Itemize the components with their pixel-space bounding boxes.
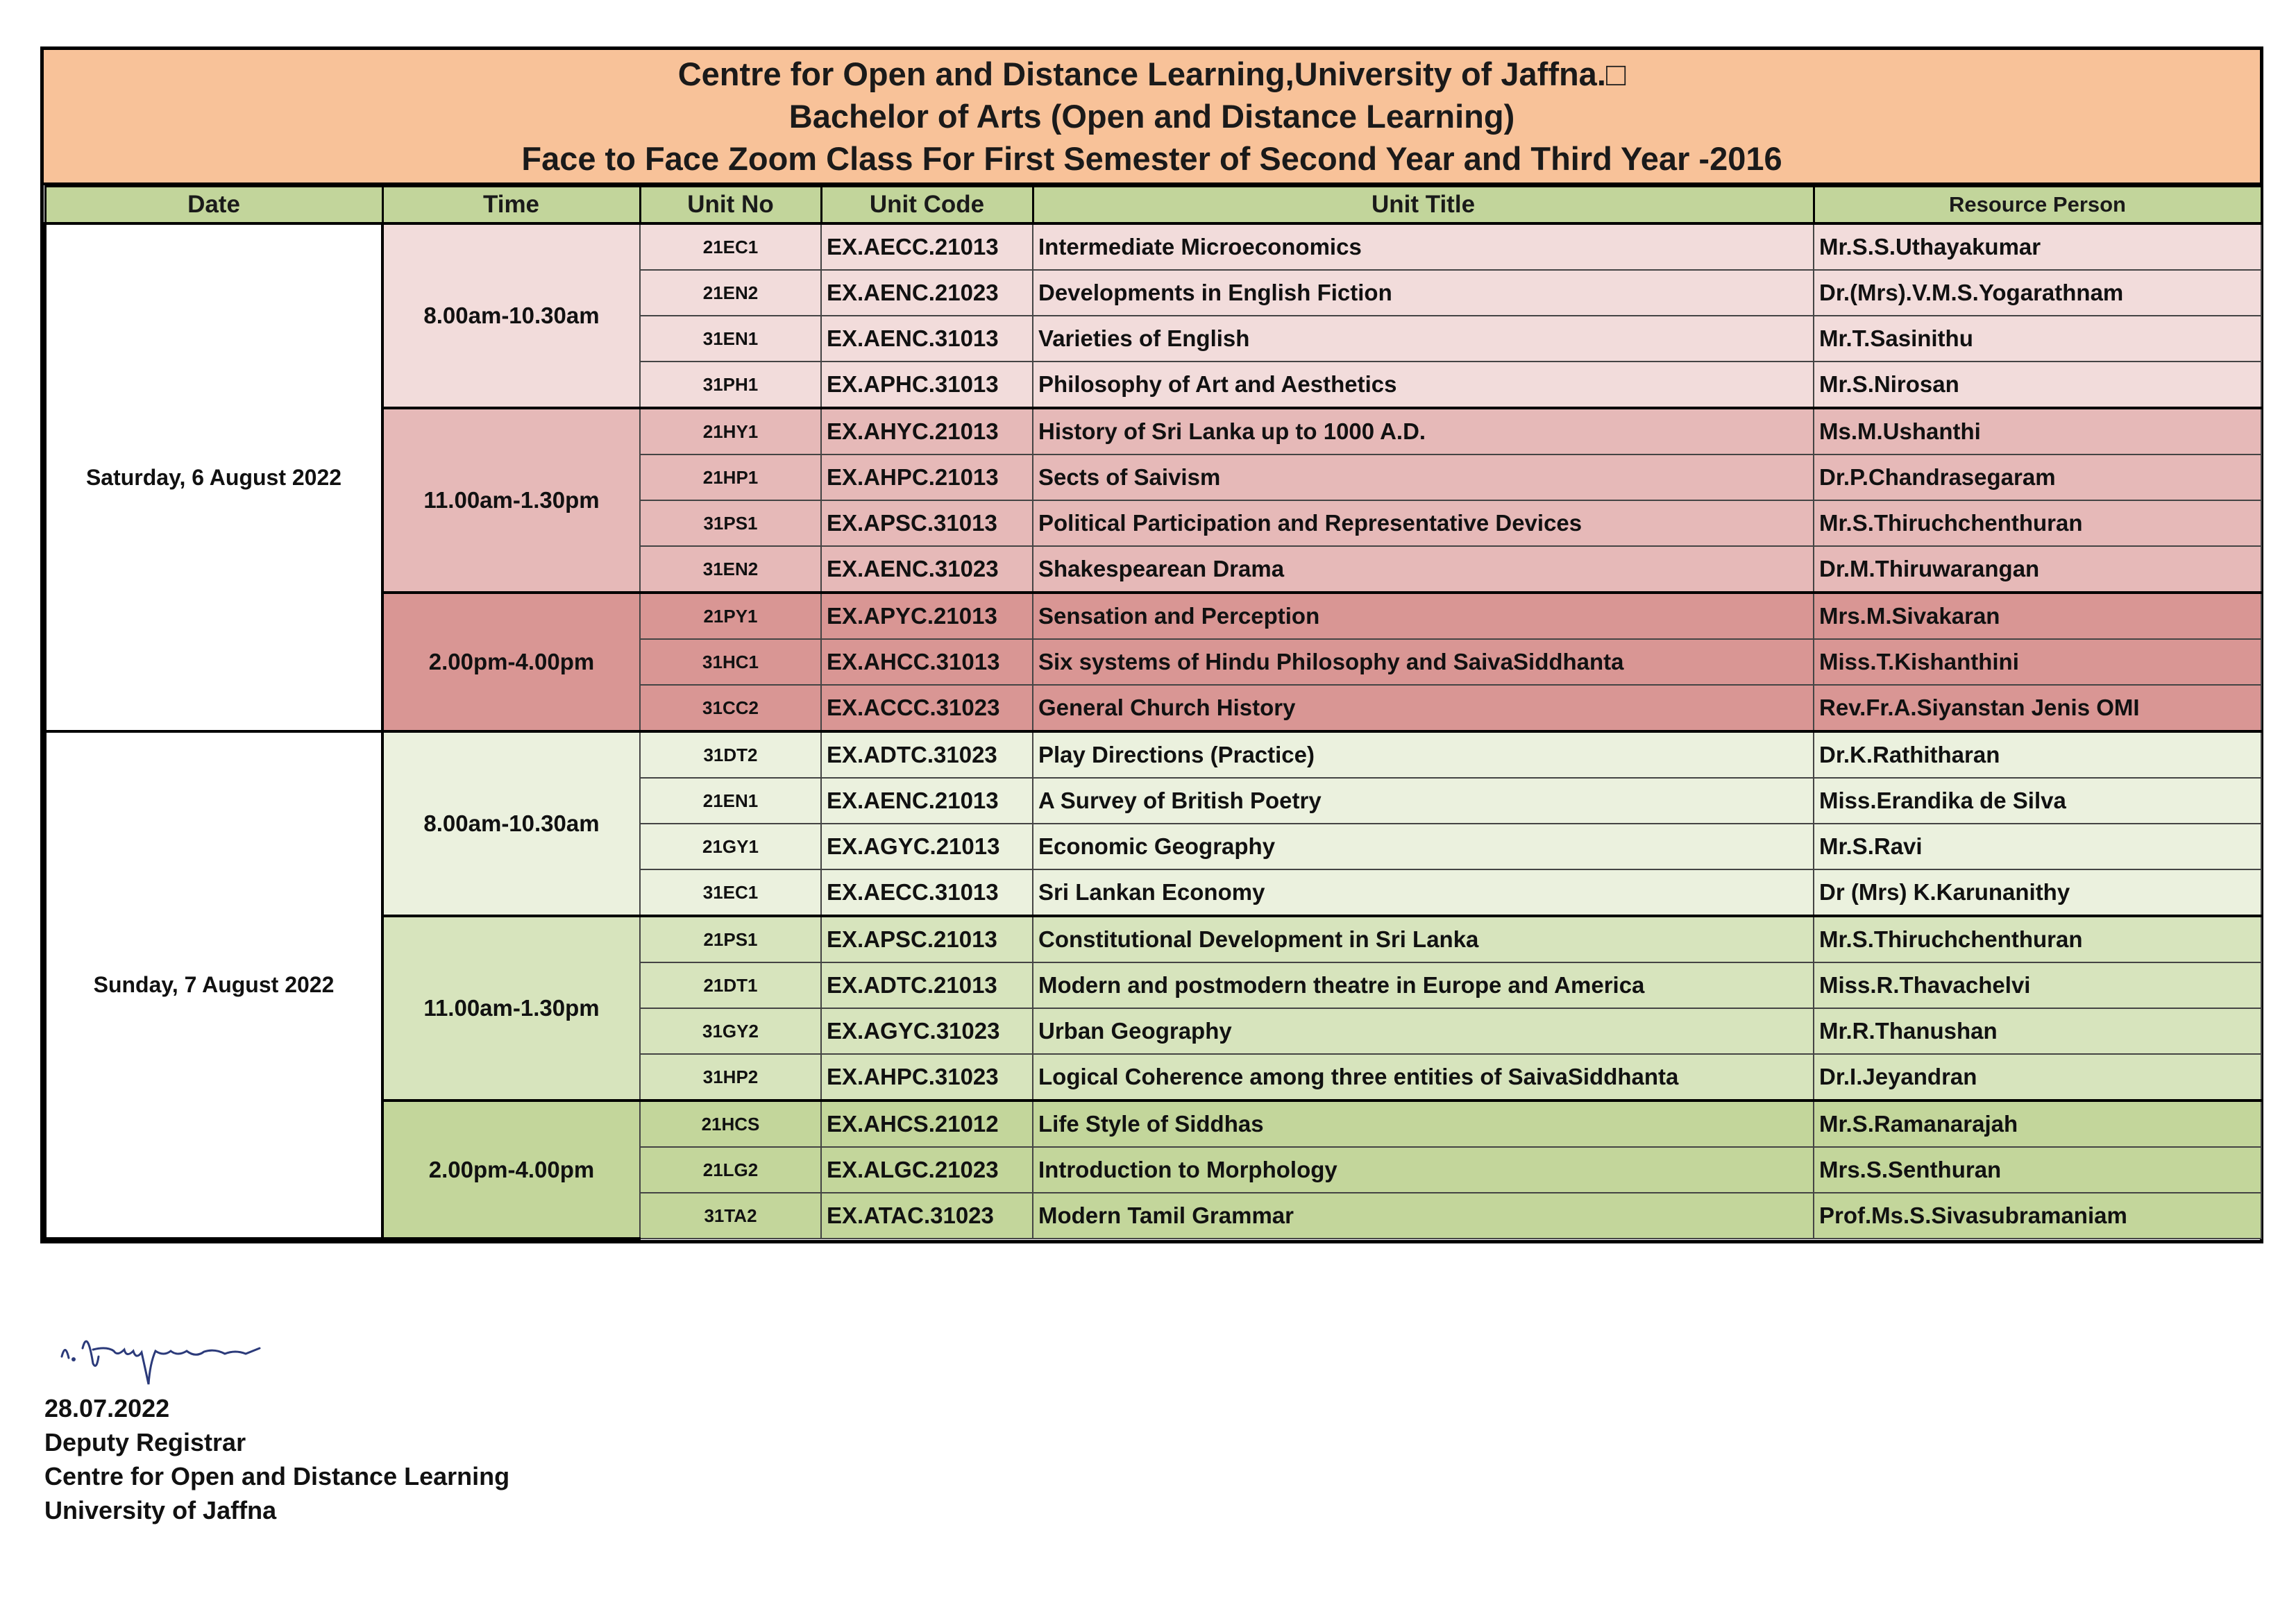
unit-no-cell: 31TA2 [640,1193,821,1239]
time-slot-cell: 2.00pm-4.00pm [382,1101,640,1239]
unit-code-cell: EX.AHCS.21012 [821,1101,1033,1147]
unit-no-cell: 31CC2 [640,685,821,731]
resource-person-cell: Mr.S.Ramanarajah [1814,1101,2261,1147]
unit-no-cell: 21EN2 [640,270,821,316]
unit-title-cell: Political Participation and Representative Devices [1033,500,1814,546]
resource-person-cell: Dr.I.Jeyandran [1814,1054,2261,1101]
resource-person-cell: Ms.M.Ushanthi [1814,408,2261,454]
unit-title-cell: Life Style of Siddhas [1033,1101,1814,1147]
resource-person-cell: Mr.S.Ravi [1814,824,2261,869]
resource-person-cell: Miss.T.Kishanthini [1814,639,2261,685]
unit-no-cell: 21HY1 [640,408,821,454]
schedule-title: Face to Face Zoom Class For First Semester of Second Year and Third Year -2016 [521,140,1782,177]
institution-title: Centre for Open and Distance Learning,University of Jaffna.□ [677,56,1626,92]
unit-no-cell: 21HCS [640,1101,821,1147]
unit-title-cell: Philosophy of Art and Aesthetics [1033,362,1814,408]
column-header-resource-person: Resource Person [1814,187,2261,224]
unit-title-cell: Sri Lankan Economy [1033,869,1814,916]
unit-no-cell: 31HP2 [640,1054,821,1101]
footer-date: 28.07.2022 [44,1394,170,1422]
resource-person-cell: Dr.P.Chandrasegaram [1814,454,2261,500]
unit-code-cell: EX.APSC.31013 [821,500,1033,546]
unit-title-cell: Economic Geography [1033,824,1814,869]
unit-title-cell: Constitutional Development in Sri Lanka [1033,916,1814,962]
unit-title-cell: History of Sri Lanka up to 1000 A.D. [1033,408,1814,454]
timetable-sheet [40,46,2263,1243]
resource-person-cell: Dr.M.Thiruwarangan [1814,546,2261,593]
unit-code-cell: EX.APYC.21013 [821,593,1033,639]
unit-no-cell: 21HP1 [640,454,821,500]
resource-person-cell: Rev.Fr.A.Siyanstan Jenis OMI [1814,685,2261,731]
unit-code-cell: EX.AENC.31013 [821,316,1033,362]
unit-code-cell: EX.ATAC.31023 [821,1193,1033,1239]
unit-title-cell: Intermediate Microeconomics [1033,223,1814,270]
unit-code-cell: EX.ALGC.21023 [821,1147,1033,1193]
resource-person-cell: Mr.S.Thiruchchenthuran [1814,916,2261,962]
signature-block [44,1308,509,1527]
unit-no-cell: 31PH1 [640,362,821,408]
unit-code-cell: EX.ACCC.31023 [821,685,1033,731]
resource-person-cell: Mr.R.Thanushan [1814,1008,2261,1054]
unit-code-cell: EX.AGYC.21013 [821,824,1033,869]
day-date-cell: Sunday, 7 August 2022 [45,731,382,1239]
unit-code-cell: EX.AHCC.31013 [821,639,1033,685]
resource-person-cell: Mrs.S.Senthuran [1814,1147,2261,1193]
unit-code-cell: EX.ADTC.21013 [821,962,1033,1008]
footer-institution: University of Jaffna [44,1496,277,1524]
unit-title-cell: Sensation and Perception [1033,593,1814,639]
unit-no-cell: 21DT1 [640,962,821,1008]
unit-title-cell: Varieties of English [1033,316,1814,362]
resource-person-cell: Mr.T.Sasinithu [1814,316,2261,362]
footer-department: Centre for Open and Distance Learning [44,1462,510,1490]
unit-code-cell: EX.APHC.31013 [821,362,1033,408]
unit-title-cell: Shakespearean Drama [1033,546,1814,593]
unit-no-cell: 31EN1 [640,316,821,362]
column-header-date: Date [45,187,382,224]
unit-no-cell: 31EN2 [640,546,821,593]
unit-code-cell: EX.AGYC.31023 [821,1008,1033,1054]
unit-title-cell: General Church History [1033,685,1814,731]
resource-person-cell: Miss.R.Thavachelvi [1814,962,2261,1008]
unit-title-cell: Logical Coherence among three entities of SaivaSiddhanta [1033,1054,1814,1101]
programme-title: Bachelor of Arts (Open and Distance Learning) [788,98,1515,135]
unit-code-cell: EX.ADTC.31023 [821,731,1033,778]
header-row [45,187,2261,224]
unit-no-cell: 21EC1 [640,223,821,270]
table-row [45,223,2261,270]
schedule-body [45,223,2261,1239]
unit-code-cell: EX.AENC.21013 [821,778,1033,824]
resource-person-cell: Dr.(Mrs).V.M.S.Yogarathnam [1814,270,2261,316]
time-slot-cell: 2.00pm-4.00pm [382,593,640,731]
unit-no-cell: 31EC1 [640,869,821,916]
schedule-table [44,185,2263,1240]
column-header-unit-no: Unit No [640,187,821,224]
unit-no-cell: 21PY1 [640,593,821,639]
unit-code-cell: EX.APSC.21013 [821,916,1033,962]
column-header-time: Time [382,187,640,224]
day-date-cell: Saturday, 6 August 2022 [45,223,382,731]
resource-person-cell: Prof.Ms.S.Sivasubramaniam [1814,1193,2261,1239]
unit-title-cell: Modern Tamil Grammar [1033,1193,1814,1239]
table-row [45,731,2261,778]
unit-no-cell: 31PS1 [640,500,821,546]
resource-person-cell: Mrs.M.Sivakaran [1814,593,2261,639]
unit-code-cell: EX.AENC.31023 [821,546,1033,593]
column-header-unit-title: Unit Title [1033,187,1814,224]
resource-person-cell: Mr.S.S.Uthayakumar [1814,223,2261,270]
unit-title-cell: Urban Geography [1033,1008,1814,1054]
time-slot-cell: 8.00am-10.30am [382,223,640,408]
resource-person-cell: Miss.Erandika de Silva [1814,778,2261,824]
unit-no-cell: 21LG2 [640,1147,821,1193]
unit-title-cell: Sects of Saivism [1033,454,1814,500]
column-header-unit-code: Unit Code [821,187,1033,224]
unit-code-cell: EX.AECC.21013 [821,223,1033,270]
unit-no-cell: 21EN1 [640,778,821,824]
unit-title-cell: Modern and postmodern theatre in Europe and America [1033,962,1814,1008]
unit-title-cell: A Survey of British Poetry [1033,778,1814,824]
resource-person-cell: Dr (Mrs) K.Karunanithy [1814,869,2261,916]
resource-person-cell: Mr.S.Nirosan [1814,362,2261,408]
unit-code-cell: EX.AENC.21023 [821,270,1033,316]
footer-designation: Deputy Registrar [44,1428,246,1456]
unit-title-cell: Introduction to Morphology [1033,1147,1814,1193]
unit-code-cell: EX.AHPC.21013 [821,454,1033,500]
unit-code-cell: EX.AHYC.21013 [821,408,1033,454]
unit-title-cell: Play Directions (Practice) [1033,731,1814,778]
unit-no-cell: 31HC1 [640,639,821,685]
unit-title-cell: Six systems of Hindu Philosophy and SaivaSiddhanta [1033,639,1814,685]
signature-image [44,1308,322,1391]
time-slot-cell: 11.00am-1.30pm [382,916,640,1101]
unit-no-cell: 31GY2 [640,1008,821,1054]
unit-no-cell: 31DT2 [640,731,821,778]
time-slot-cell: 8.00am-10.30am [382,731,640,916]
time-slot-cell: 11.00am-1.30pm [382,408,640,593]
resource-person-cell: Dr.K.Rathitharan [1814,731,2261,778]
resource-person-cell: Mr.S.Thiruchchenthuran [1814,500,2261,546]
unit-no-cell: 21GY1 [640,824,821,869]
unit-title-cell: Developments in English Fiction [1033,270,1814,316]
unit-code-cell: EX.AECC.31013 [821,869,1033,916]
title-block [44,50,2260,185]
unit-no-cell: 21PS1 [640,916,821,962]
unit-code-cell: EX.AHPC.31023 [821,1054,1033,1101]
